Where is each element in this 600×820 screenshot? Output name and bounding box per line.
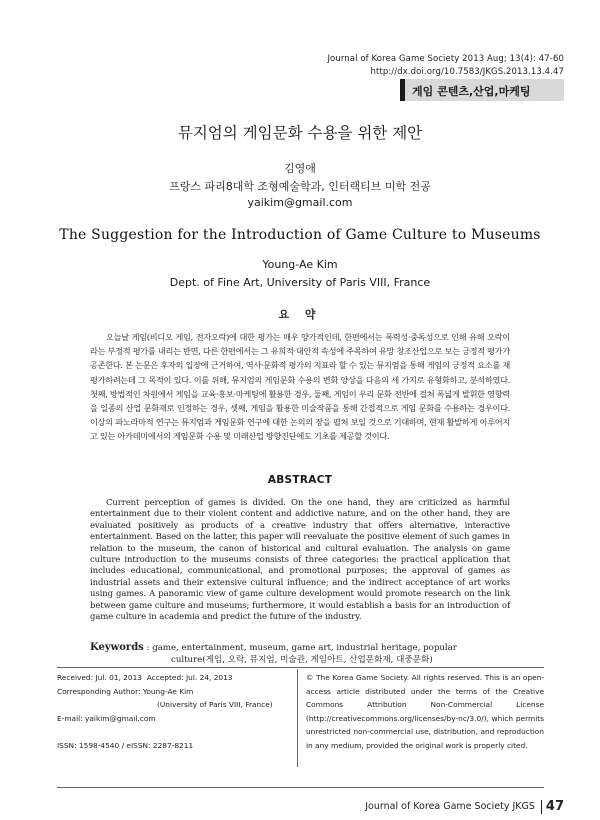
keywords-separator: : bbox=[143, 643, 153, 653]
received-date: Received: Jul. 01, 2013 bbox=[57, 673, 142, 682]
corresponding-author: Corresponding Author: Young-Ae Kim bbox=[57, 686, 194, 696]
doi-link[interactable]: http://dx.doi.org/10.7583/JKGS.2013.13.4.47 bbox=[370, 67, 564, 77]
keywords-line-1: game, entertainment, museum, game art, industrial heritage, popular bbox=[152, 643, 457, 653]
footer-separator bbox=[541, 800, 542, 814]
abstract-korean-heading: 요 약 bbox=[278, 308, 322, 321]
info-divider-vertical bbox=[297, 669, 298, 767]
issn: ISSN: 1598-4540 / eISSN: 2287-8211 bbox=[57, 740, 194, 750]
abstract-english-text: Current perception of games is divided. On the one hand, they are criticized as harmful entertainment due to their violent content and addictive nature, and on the other hand, they are evaluated positively as products of a creative industry that offers alternative, interactive entertainment. Based on the latter, this paper will reevaluate the positive element of such games in relation to the museum, the canon of historical and cultural evaluation. The analysis on game culture introduction to the museums consists of three categories: the practical application that includes educational, communicational, and promotional purposes; the approval of games as industrial assets and their extensive cultural influence; and the indirect acceptance of art works using games. A panoramic view of game culture development would promote research on the link between game culture and museums; furthermore, it would establish a basis for an introduction of game culture in academia and predict the future of the industry. bbox=[90, 498, 510, 623]
corresponding-affiliation: (University of Paris VIII, France) bbox=[157, 700, 273, 710]
affiliation-english: Dept. of Fine Art, University of Paris VIII, France bbox=[169, 276, 431, 289]
footer-divider bbox=[57, 787, 544, 788]
page-number: 47 bbox=[545, 799, 564, 814]
journal-citation: Journal of Korea Game Society 2013 Aug; 13(4): 47-60 bbox=[327, 54, 564, 64]
paper-title-korean: 뮤지엄의 게임문화 수용을 위한 제안 bbox=[177, 124, 423, 142]
license-notice: © The Korea Game Society. All rights reserved. This is an open-access article distributed under the terms of the Creative Commons Attribution Non-Commercial License (http://creativecommons.org/licenses/by-nc/3.0/), which permits unrestricted non-commercial use, distribution, and reproduction in any medium, provided the original work is properly cited. bbox=[306, 673, 544, 750]
keywords-label: Keywords bbox=[90, 642, 144, 653]
category-label: 게임 콘텐츠,산업,마케팅 bbox=[412, 85, 531, 98]
author-english: Young-Ae Kim bbox=[262, 258, 338, 271]
affiliation-korean: 프랑스 파리8대학 조형예술학과, 인터랙티브 미학 전공 bbox=[169, 180, 431, 193]
category-badge bbox=[400, 79, 564, 101]
page-footer bbox=[365, 799, 564, 814]
abstract-korean-text: 오늘날 게임(비디오 게임, 전자오락)에 대한 평가는 매우 양가적인데, 한편에서는 폭력성·중독성으로 인해 유해 오락이라는 부정적 평가를 내리는 반면, 다른 한편에서는 그 유희적·대안적 속성에 주목하여 유망 창조산업으로 보는 긍정적 평가가 공존한다. 본 논문은 후자의 입장에 근거하여, 역사·문화적 평가의 지표라 할 수 있는 뮤지엄을 통해 게임의 긍정적 요소를 재평가하려는데 그 목적이 있다. 이를 위해, 뮤지엄의 게임문화 수용의 변화 양상을 다음의 세 가지로 유형화하고, 분석하였다. 첫째, 방법적인 차원에서 게임을 교육·홍보·마케팅에 활용한 경우, 둘째, 게임이 우리 문화 전반에 걸쳐 폭넓게 발휘한 영향력을 일종의 산업 문화재로 인정하는 경우, 셋째, 게임을 활용한 미술작품을 통해 간접적으로 게임 문화를 수용하는 경우이다. 이상의 파노라마적 연구는 뮤지엄과 게임문화 연구에 대한 논의의 장을 펼쳐 보일 것으로 기대하며, 현재 활발하게 이루어지고 있는 아카데미에서의 게임문화 수용 및 미래산업 방향진단에도 기초를 제공할 것이다. bbox=[90, 332, 510, 442]
category-bar bbox=[400, 79, 405, 101]
author-korean: 김영애 bbox=[284, 162, 316, 175]
corresponding-email[interactable]: E-mail: yaikim@gmail.com bbox=[57, 713, 156, 723]
abstract-english-heading: ABSTRACT bbox=[267, 474, 333, 486]
article-info bbox=[57, 671, 289, 753]
author-email[interactable]: yaikim@gmail.com bbox=[247, 196, 353, 209]
footer-journal: Journal of Korea Game Society JKGS bbox=[365, 801, 535, 812]
info-divider-top bbox=[57, 667, 544, 668]
keywords-line-2: culture(게임, 오락, 뮤지엄, 미술관, 게임아트, 산업문화재, 대중문화) bbox=[171, 655, 433, 665]
keywords bbox=[90, 642, 510, 666]
paper-title-english: The Suggestion for the Introduction of Game Culture to Museums bbox=[59, 227, 541, 243]
accepted-date: Accepted: Jul. 24, 2013 bbox=[146, 673, 233, 682]
